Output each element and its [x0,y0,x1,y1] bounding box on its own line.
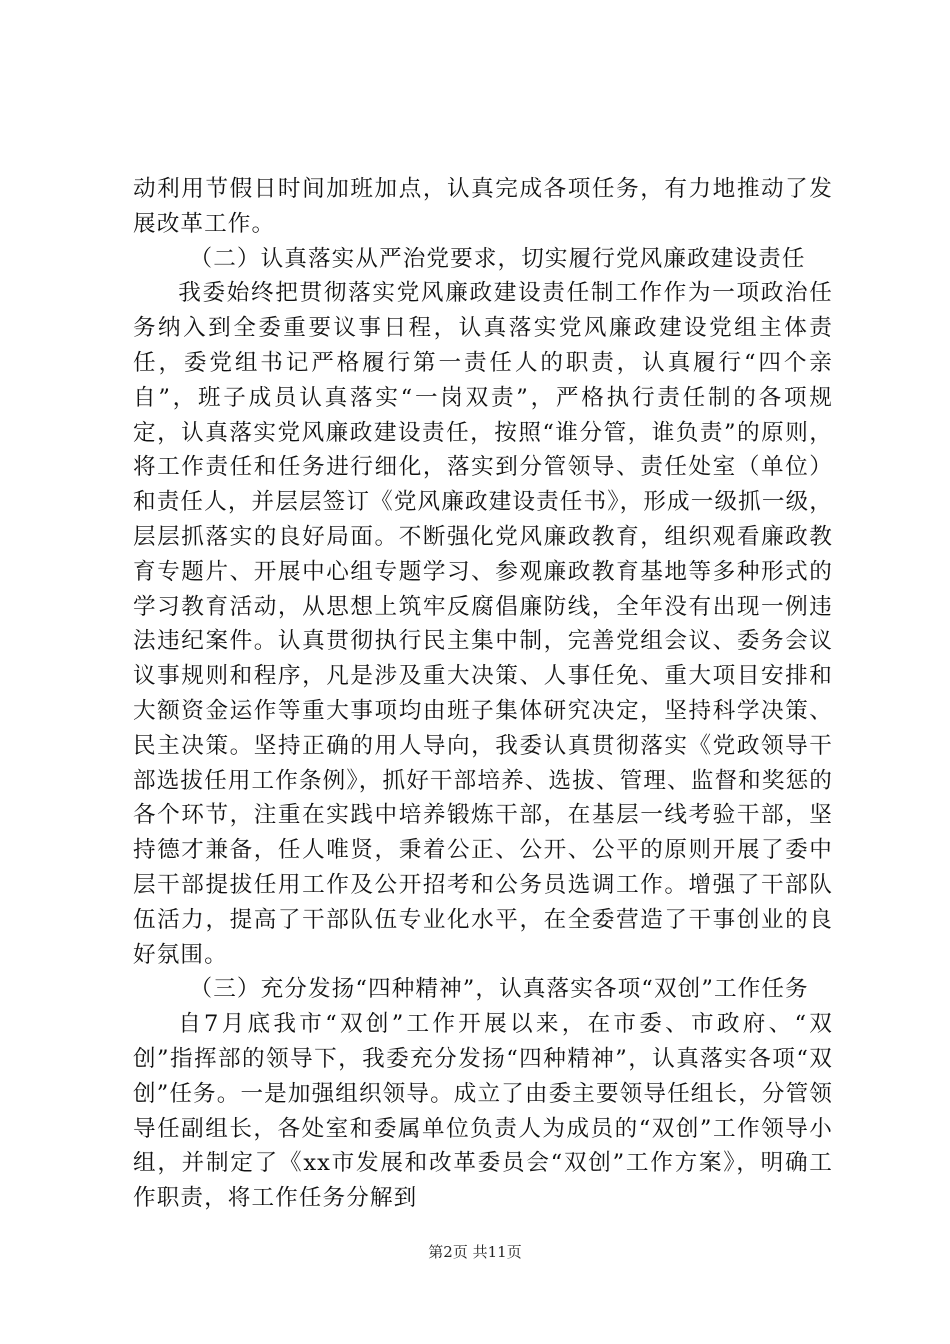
section-heading-3: （三）充分发扬“四种精神”，认真落实各项“双创”工作任务 [189,976,809,1003]
page-number: 第2页 共11页 [428,1243,522,1261]
paragraph-continuation: 动利用节假日时间加班加点，认真完成各项任务，有力地推动了发展改革工作。 [133,176,833,237]
paragraph-party-conduct: 我委始终把贯彻落实党风廉政建设责任制工作作为一项政治任务纳入到全委重要议事日程，认真落实党风廉政建设党组主体责任，委党组书记严格履行第一责任人的职责，认真履行“四个亲自”，班子成员认真落实“一岗双责”，严格执行责任制的各项规定，认真落实党风廉政建设责任，按照“谁分管，谁负责”的原则，将工作责任和任务进行细化，落实到分管领导、责任处室（单位）和责任人，并层层签订《党风廉政建设责任书》，形成一级抓一级，层层抓落实的良好局面。不断强化党风廉政教育，组织观看廉政教育专题片、开展中心组专题学习、参观廉政教育基地等多种形式的学习教育活动，从思想上筑牢反腐倡廉防线，全年没有出现一例违法违纪案件。认真贯彻执行民主集中制，完善党组会议、委务会议议事规则和程序，凡是涉及重大决策、人事任免、重大项目安排和大额资金运作等重大事项均由班子集体研究决定，坚持科学决策、民主决策。坚持正确的用人导向，我委认真贯彻落实《党政领导干部选拔任用工作条例》，抓好干部培养、选拔、管理、监督和奖惩的各个环节，注重在实践中培养锻炼干部，在基层一线考验干部，坚持德才兼备，任人唯贤，秉着公正、公开、公平的原则开展了委中层干部提拔任用工作及公开招考和公务员选调工作。增强了干部队伍活力，提高了干部队伍专业化水平，在全委营造了干事创业的良好氛围。 [133,280,833,968]
document-body [133,172,833,1216]
paragraph-shuangchuang: 自7月底我市“双创”工作开展以来，在市委、市政府、“双创”指挥部的领导下，我委充分发扬“四种精神”，认真落实各项“双创”任务。一是加强组织领导。成立了由委主要领导任组长，分管领导任副组长，各处室和委属单位负责人为成员的“双创”工作领导小组，并制定了《xx市发展和改革委员会“双创”工作方案》，明确工作职责，将工作任务分解到 [133,1011,833,1212]
page-footer [0,1242,950,1262]
section-heading-2: （二）认真落实从严治党要求，切实履行党风廉政建设责任 [189,245,806,272]
